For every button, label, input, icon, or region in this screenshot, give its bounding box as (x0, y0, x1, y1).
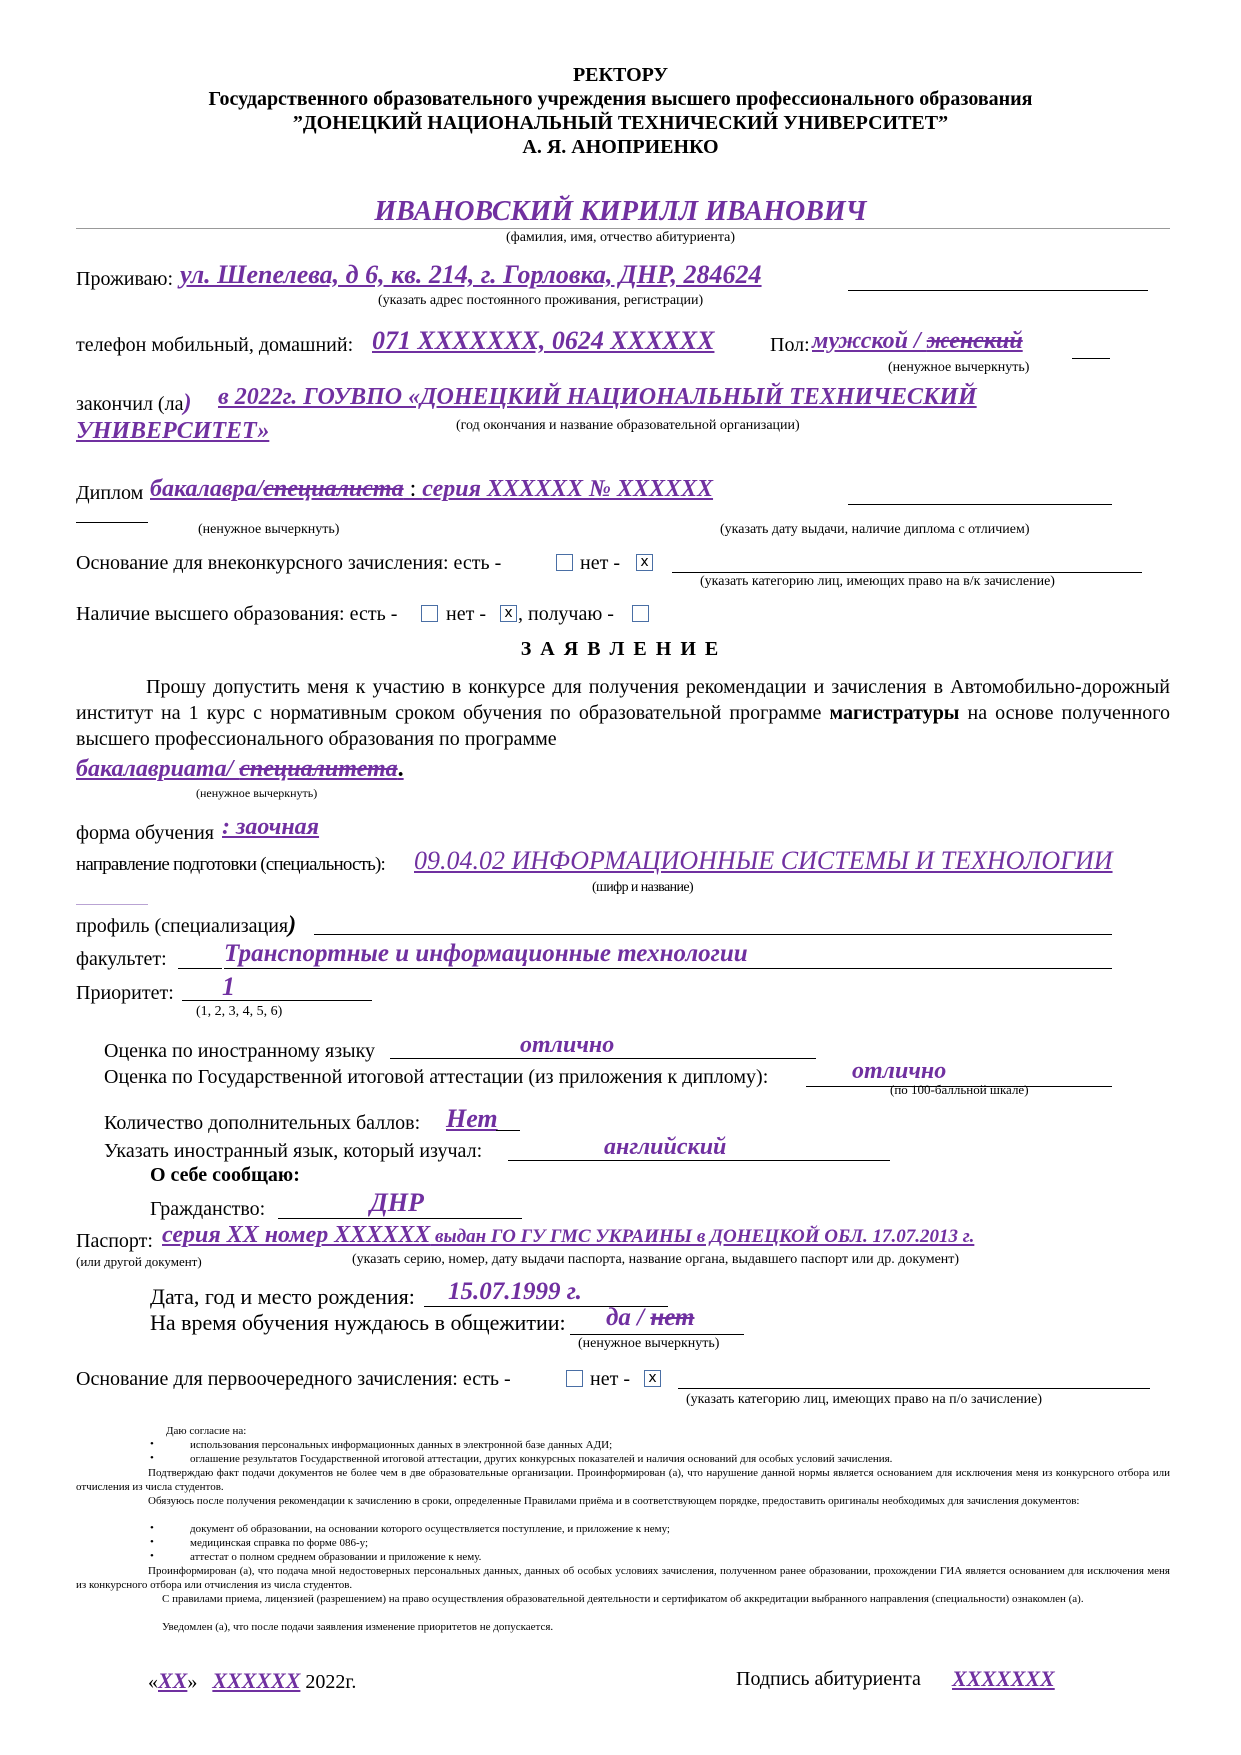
graduated-caption: (год окончания и название образовательной организации) (456, 418, 800, 433)
sex-caption: (ненужное вычеркнуть) (888, 360, 1030, 375)
passport-label: Паспорт: (76, 1230, 153, 1252)
sex-male: мужской / (812, 328, 927, 354)
residence-caption: (указать адрес постоянного проживания, регистрации) (378, 293, 704, 308)
oc-caption: (указать категорию лиц, имеющих право на в/к зачисление) (700, 574, 1055, 589)
diploma-caption-left: (ненужное вычеркнуть) (198, 522, 340, 537)
citizenship-line (278, 1218, 522, 1219)
pe-no-checkbox[interactable]: x (644, 1370, 661, 1387)
bullet-4-icon: • (150, 1536, 154, 1548)
recipient-title: РЕКТОРУ (572, 64, 669, 86)
dorm-value[interactable]: да / нет (606, 1304, 695, 1331)
footer-date: «XX» XXXXXX 2022г. (148, 1668, 357, 1693)
about-title: О себе сообщаю: (150, 1164, 300, 1186)
diploma-label: Диплом (76, 482, 144, 504)
oc-no-label: нет - (580, 552, 620, 574)
he-receiving-checkbox[interactable] (632, 605, 649, 622)
citizenship-label: Гражданство: (150, 1198, 266, 1220)
passport-caption-left: (или другой документ) (76, 1254, 202, 1269)
university-name: ”ДОНЕЦКИЙ НАЦИОНАЛЬНЫЙ ТЕХНИЧЕСКИЙ УНИВЕРСИТЕТ” (292, 112, 949, 134)
bullet-1-icon: • (150, 1438, 154, 1450)
faculty-value[interactable]: Транспортные и информационные технологии (224, 940, 748, 967)
birth-value[interactable]: 15.07.1999 г. (448, 1278, 582, 1305)
consent-item-1: использования персональных информационных данных в электронной базе данных АДИ; (190, 1439, 613, 1451)
birth-label: Дата, год и место рождения: (150, 1284, 415, 1309)
faculty-line (224, 968, 1112, 969)
faculty-line-left (178, 968, 222, 969)
direction-label: направление подготовки (специальность): (76, 854, 386, 875)
he-no-checkbox[interactable]: x (500, 605, 517, 622)
language-value[interactable]: английский (604, 1134, 727, 1160)
diploma-line (848, 504, 1112, 505)
footer-month[interactable]: XXXXXX (212, 1668, 301, 1693)
consent-item-5: аттестат о полном среднем образовании и приложение к нему. (190, 1551, 482, 1563)
extra-points-label: Количество дополнительных баллов: (104, 1112, 421, 1134)
foreign-grade-value[interactable]: отлично (520, 1032, 615, 1058)
sex-value[interactable] (812, 328, 1023, 355)
residence-label: Проживаю: (76, 268, 174, 290)
sex-label: Пол: (770, 334, 810, 356)
consent-item-2: оглашение результатов Государственной итоговой аттестации, других конкурсных показателей и наличия оснований для особых условий зачисления. (190, 1453, 893, 1465)
priority-label: Приоритет: (76, 982, 174, 1004)
consent-para-4: С правилами приема, лицензией (разрешением) на право осуществления образовательной деятельности и сертификатом об аккредитации выбранного направления (специальности) ознакомлен (а). (162, 1593, 1084, 1605)
state-grade-caption: (по 100-балльной шкале) (890, 1082, 1029, 1097)
signature-value[interactable]: XXXXXXX (952, 1666, 1055, 1691)
signature-label: Подпись абитуриента (736, 1668, 921, 1690)
footer-day[interactable]: XX (158, 1668, 188, 1693)
he-no-label: нет - (446, 603, 486, 625)
residence-value[interactable]: ул. Шепелева, д 6, кв. 214, г. Горловка, ДНР, 284624 (180, 260, 762, 289)
statement-paragraph: Прошу допустить меня к участию в конкурсе для получения рекомендации и зачисления в Автомобильно-дорожный институт на 1 курс с нормативным сроком обучения по образовательной программе магистратуры на основе полученного высшего профессионального образования по программе (76, 676, 1170, 750)
consent-item-4: медицинская справка по форме 086-у; (190, 1537, 369, 1549)
program-value[interactable]: бакалавриата/ специалитета. (76, 756, 404, 782)
pe-caption: (указать категорию лиц, имеющих право на п/о зачисление) (686, 1392, 1043, 1407)
graduated-value-line1[interactable]: в 2022г. ГОУВПО «ДОНЕЦКИЙ НАЦИОНАЛЬНЫЙ ТЕХНИЧЕСКИЙ (218, 384, 977, 410)
extra-points-line (496, 1130, 520, 1131)
profile-label: профиль (специализация) (76, 912, 297, 938)
consent-para-1: Подтверждаю факт подачи документов не более чем в две образовательные организации. Проинформирован (а), что нарушение данной нормы является основанием для исключения меня из конкурсного отбора или отчисления из числа студентов. (76, 1467, 1170, 1493)
diploma-line-2 (76, 522, 148, 523)
form-label: форма обучения (76, 822, 215, 844)
extra-points-value[interactable]: Нет (446, 1104, 498, 1133)
institution-line: Государственного образовательного учреждения высшего профессионального образования (208, 88, 1033, 110)
he-label: Наличие высшего образования: есть - (76, 603, 398, 625)
priority-caption: (1, 2, 3, 4, 5, 6) (196, 1004, 283, 1019)
consent-para-3: Проинформирован (а), что подача мной недостоверных персональных данных, данных об особых условиях зачисления, полученном ранее образовании, прохождении ГИА является основанием для исключения меня из конкурсного отбора или отчисления из числа студентов. (76, 1565, 1170, 1591)
consent-para-5: Уведомлен (а), что после подачи заявления изменение приоритетов не допускается. (162, 1621, 554, 1633)
statement-title: З А Я В Л Е Н И Е (520, 638, 721, 660)
pe-label: Основание для первоочередного зачисления: есть - (76, 1368, 511, 1390)
bullet-5-icon: • (150, 1550, 154, 1562)
diploma-value[interactable]: бакалавра/специалиста : серия XXXXXX № XXXXXX (150, 476, 714, 502)
oc-no-checkbox[interactable]: x (636, 554, 653, 571)
passport-caption: (указать серию, номер, дату выдачи паспорта, название органа, выдавшего паспорт или др. документ) (352, 1252, 960, 1267)
passport-value[interactable]: серия XX номер XXXXXX выдан ГО ГУ ГМС УКРАИНЫ в ДОНЕЦКОЙ ОБЛ. 17.07.2013 г. (162, 1222, 975, 1248)
name-underline (76, 228, 1170, 229)
pe-yes-checkbox[interactable] (566, 1370, 583, 1387)
sex-female-struck: женский (926, 328, 1023, 354)
he-receiving-label: , получаю - (518, 603, 614, 625)
dorm-caption: (ненужное вычеркнуть) (578, 1336, 720, 1351)
oc-yes-checkbox[interactable] (556, 554, 573, 571)
state-grade-label: Оценка по Государственной итоговой аттестации (из приложения к диплому): (104, 1066, 769, 1088)
foreign-grade-label: Оценка по иностранному языку (104, 1040, 376, 1062)
bullet-2-icon: • (150, 1452, 154, 1464)
pe-line (678, 1388, 1150, 1389)
program-caption: (ненужное вычеркнуть) (196, 786, 318, 800)
phone-value[interactable]: 071 XXXXXXX, 0624 XXXXXX (372, 326, 715, 355)
dorm-label: На время обучения нуждаюсь в общежитии: (150, 1310, 566, 1335)
direction-line-2 (76, 904, 148, 905)
bullet-3-icon: • (150, 1522, 154, 1534)
consent-item-3: документ об образовании, на основании которого осуществляется поступление, и приложение к нему; (190, 1523, 670, 1535)
residence-line (848, 290, 1148, 291)
phone-label: телефон мобильный, домашний: (76, 334, 354, 356)
profile-line (314, 934, 1112, 935)
consent-para-2: Обязуюсь после получения рекомендации к зачислению в сроки, определенные Правилами приёма и в соответствующем порядке, предоставить оригиналы необходимых для зачисления документов: (148, 1495, 1080, 1507)
oc-line (672, 572, 1142, 573)
graduated-value-line2[interactable]: УНИВЕРСИТЕТ» (76, 418, 270, 444)
language-label: Указать иностранный язык, который изучал: (104, 1140, 483, 1162)
consent-intro: Даю согласие на: (166, 1425, 247, 1437)
faculty-label: факультет: (76, 948, 167, 970)
rector-name: А. Я. АНОПРИЕНКО (522, 136, 719, 158)
direction-caption: (шифр и название) (592, 880, 694, 895)
citizenship-value[interactable]: ДНР (370, 1188, 424, 1217)
graduated-label: закончил (ла) (76, 390, 192, 416)
he-yes-checkbox[interactable] (421, 605, 438, 622)
direction-value[interactable]: 09.04.02 ИНФОРМАЦИОННЫЕ СИСТЕМЫ И ТЕХНОЛОГИИ (414, 846, 1113, 875)
applicant-name[interactable]: ИВАНОВСКИЙ КИРИЛЛ ИВАНОВИЧ (374, 196, 867, 227)
sex-line (1072, 358, 1110, 359)
state-grade-value[interactable]: отлично (852, 1058, 947, 1084)
pe-no-label: нет - (590, 1368, 630, 1390)
priority-value[interactable]: 1 (222, 972, 235, 1001)
priority-line (182, 1000, 372, 1001)
oc-label: Основание для внеконкурсного зачисления: есть - (76, 552, 502, 574)
diploma-caption-right: (указать дату выдачи, наличие диплома с отличием) (720, 522, 1030, 537)
name-caption: (фамилия, имя, отчество абитуриента) (505, 230, 736, 245)
dorm-line (570, 1334, 744, 1335)
form-value[interactable]: : заочная (222, 814, 320, 840)
